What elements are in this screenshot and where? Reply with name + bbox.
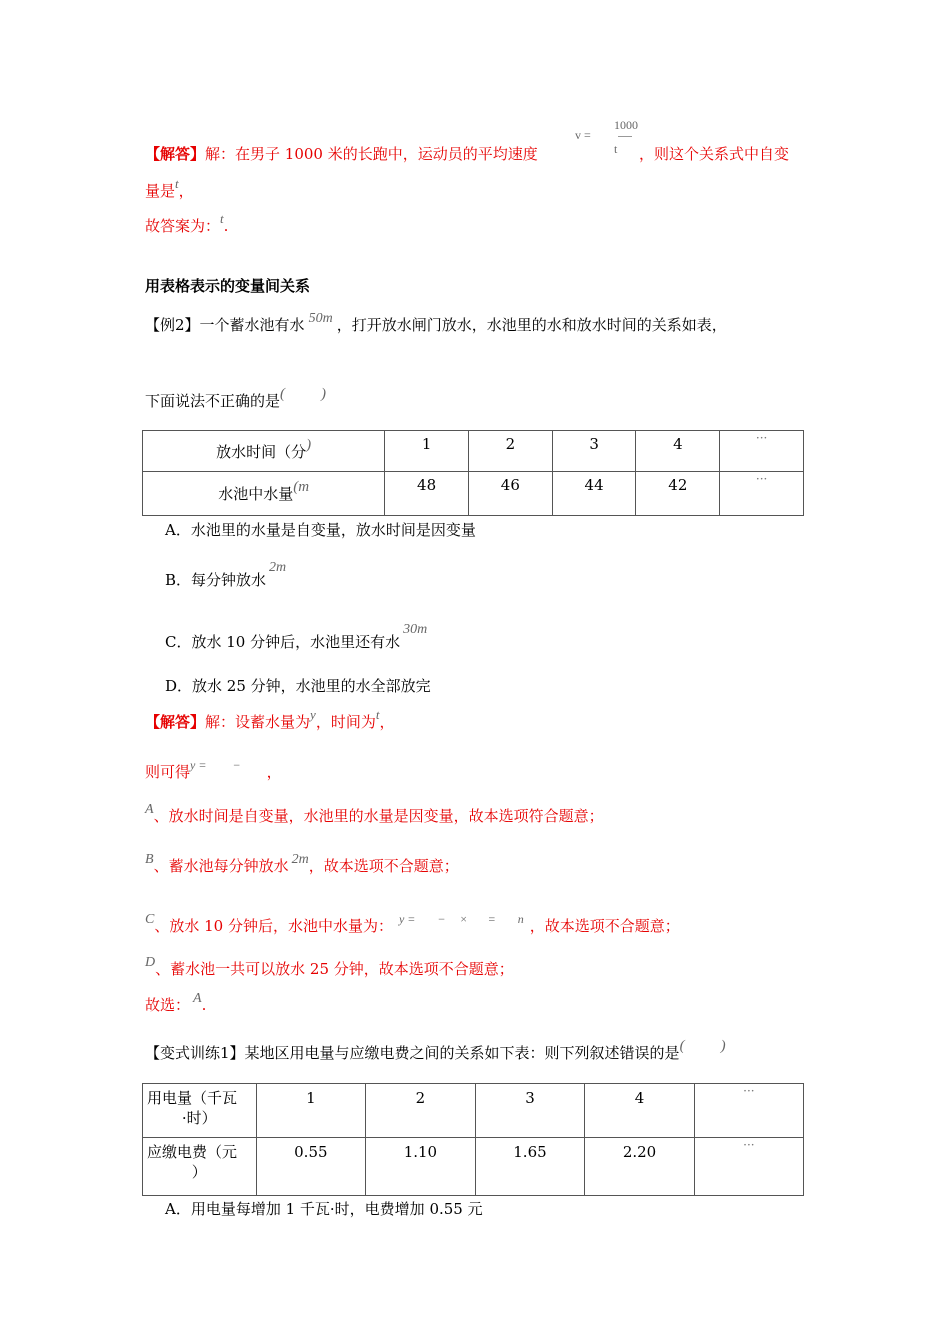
section-title: 用表格表示的变量间关系	[145, 277, 311, 295]
answer2-line-a: A、放水时间是自变量，水池里的水量是因变量，故本选项符合题意；	[145, 802, 604, 825]
option-b: B．每分钟放水2m	[165, 560, 287, 589]
table-cell: 3	[475, 1084, 585, 1138]
answer1-line3: 故答案为：t.	[145, 211, 229, 235]
answer2-line1: 【解答】解：设蓄水量为y，时间为t，	[145, 707, 395, 731]
table-header-cell: 应缴电费（元 ）	[143, 1138, 257, 1196]
table-cell: 46	[468, 472, 552, 516]
table-cell: 42	[636, 472, 720, 516]
option-a: A．水池里的水量是自变量，放水时间是因变量	[165, 521, 476, 539]
electricity-table	[142, 1083, 804, 1196]
table-cell: ···	[720, 472, 804, 516]
velocity-eq-numerator: 1000	[614, 118, 638, 132]
answer2-choose: 故选： A.	[145, 991, 207, 1014]
table-cell: 48	[385, 472, 469, 516]
fraction-bar	[618, 136, 632, 137]
answer2-line-c: C、放水 10 分钟后，水池中水量为： $^{y =}$ − × = $^n$ ，故本选项不合题意；	[145, 912, 680, 935]
velocity-eq-denominator: t	[614, 142, 618, 156]
table-cell: 3	[552, 431, 636, 472]
table-cell: ···	[720, 431, 804, 472]
table-cell: 44	[552, 472, 636, 516]
table-cell: 1	[256, 1084, 366, 1138]
table-row	[143, 1138, 804, 1196]
example2-line1: 【例2】一个蓄水池有水 50m ，打开放水闸门放水，水池里的水和放水时间的关系如表，	[145, 311, 727, 334]
table-header-cell: 水池中水量(m	[143, 472, 385, 516]
water-table	[142, 430, 804, 516]
answer2-line2: 则可得$^{y =}$ − ，	[145, 758, 282, 781]
answer1-line2: 量是t，	[145, 176, 194, 200]
variant-label: 【变式训练1】	[145, 1044, 245, 1062]
table-cell: 2	[468, 431, 552, 472]
table-header-cell: 用电量（千瓦 ·时）	[143, 1084, 257, 1138]
table-cell: 2	[366, 1084, 476, 1138]
option-c: C．放水 10 分钟后，水池里还有水30m	[165, 622, 428, 651]
table-header-cell: 放水时间（分)	[143, 431, 385, 472]
variant-line: 【变式训练1】某地区用电量与应缴电费之间的关系如下表：则下列叙述错误的是( )	[145, 1038, 726, 1062]
answer1-line1-tail: ，则这个关系式中自变	[639, 145, 790, 163]
option2-a: A．用电量每增加 1 千瓦·时，电费增加 0.55 元	[165, 1200, 483, 1218]
table-cell: ···	[694, 1084, 803, 1138]
table-row	[143, 1084, 804, 1138]
example2-line2: 下面说法不正确的是( )	[145, 386, 327, 410]
answer2-line-d: D、蓄水池一共可以放水 25 分钟，故本选项不合题意；	[145, 955, 514, 978]
answer-tag: 【解答】	[145, 713, 206, 731]
table-cell: 1.10	[366, 1138, 476, 1196]
table-cell: 2.20	[585, 1138, 695, 1196]
table-row	[143, 431, 804, 472]
answer-tag: 【解答】	[145, 145, 206, 163]
table-cell: 4	[636, 431, 720, 472]
table-row	[143, 472, 804, 516]
table-cell: 4	[585, 1084, 695, 1138]
option-d: D．放水 25 分钟，水池里的水全部放完	[165, 677, 431, 695]
answer2-line-b: B、蓄水池每分钟放水 2m，故本选项不合题意；	[145, 852, 459, 875]
example-label: 【例2】	[145, 316, 200, 334]
table-cell: 1.65	[475, 1138, 585, 1196]
table-cell: 1	[385, 431, 469, 472]
answer1-line1: 【解答】解：在男子 1000 米的长跑中，运动员的平均速度	[145, 145, 538, 163]
velocity-eq-lhs: v =	[575, 128, 591, 142]
table-cell: ···	[694, 1138, 803, 1196]
table-cell: 0.55	[256, 1138, 366, 1196]
